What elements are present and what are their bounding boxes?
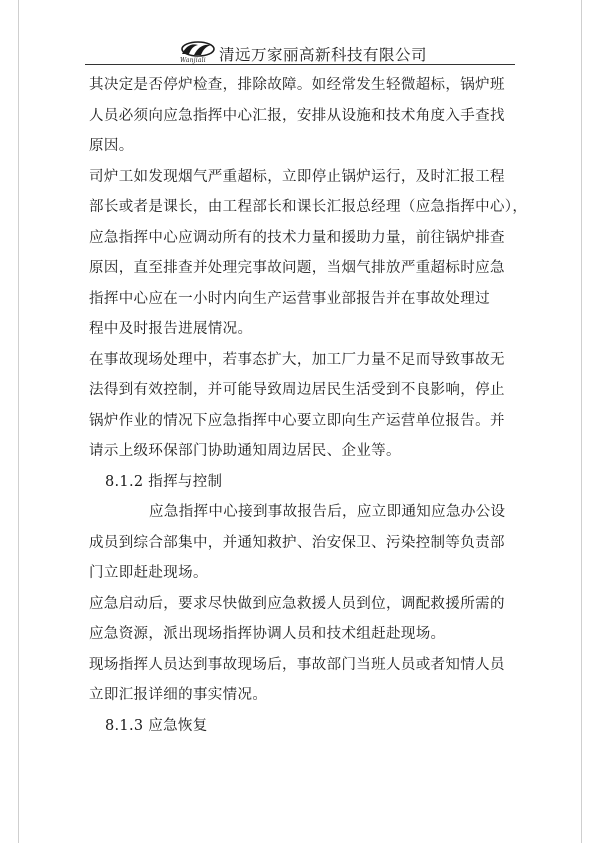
text-line: 人员必须向应急指挥中心汇报，安排从设施和技术角度入手查找 (89, 107, 505, 124)
text-line: 其决定是否停炉检查，排除故障。如经常发生轻微超标，锅炉班 (89, 77, 505, 93)
paragraph (89, 589, 529, 650)
text-line: 在事故现场处理中，若事态扩大，加工厂力量不足而导致事故无 (89, 351, 505, 368)
text-line: 程中及时报告进展情况。 (89, 321, 253, 337)
text-line: 门立即赶赴现场。 (89, 565, 208, 581)
text-line: 法得到有效控制，并可能导致周边居民生活受到不良影响，停止 (89, 382, 505, 398)
text-line: 应急指挥中心应调动所有的技术力量和援助力量，前往锅炉排查 (89, 229, 505, 246)
paragraph (89, 497, 529, 589)
text-line: 立即汇报详细的事实情况。 (89, 687, 268, 703)
paragraph (89, 650, 529, 711)
document-body (89, 70, 529, 741)
paragraph (89, 345, 529, 467)
section-heading-8-1-3: 8.1.3 应急恢复 (105, 717, 208, 734)
text-line: 司炉工如发现烟气严重超标，立即停止锅炉运行，及时汇报工程 (89, 168, 505, 185)
text-line: 应急启动后，要求尽快做到应急救援人员到位，调配救援所需的 (89, 595, 505, 612)
logo-text: Wanjiali (180, 57, 206, 64)
text-line: 指挥中心应在一小时内向生产运营事业部报告并在事故处理过 (89, 290, 490, 307)
text-line: 成员到综合部集中，并通知救护、治安保卫、污染控制等负责部 (89, 534, 505, 551)
text-line: 应急指挥中心接到事故报告后，应立即通知应急办公设 (149, 504, 506, 520)
text-line: 请示上级环保部门协助通知周边居民、企业等。 (89, 443, 401, 459)
text-line: 原因，直至排查并处理完事故问题，当烟气排放严重超标时应急 (89, 260, 505, 276)
company-logo (180, 40, 216, 64)
company-name: 清远万家丽高新科技有限公司 (219, 46, 428, 64)
paragraph (89, 162, 529, 345)
section-heading-8-1-2: 8.1.2 指挥与控制 (105, 473, 223, 490)
paragraph (89, 70, 529, 162)
text-line: 现场指挥人员达到事故现场后，事故部门当班人员或者知情人员 (89, 656, 505, 673)
text-line: 锅炉作业的情况下应急指挥中心要立即向生产运营单位报告。并 (89, 412, 505, 429)
text-line: 原因。 (89, 138, 134, 154)
header-divider (85, 64, 515, 65)
logo-mark-icon (180, 40, 216, 58)
page-header (180, 38, 427, 64)
text-line: 部长或者是课长，由工程部长和课长汇报总经理（应急指挥中心）， (89, 199, 528, 215)
text-line: 应急资源，派出现场指挥协调人员和技术组赶赴现场。 (89, 626, 446, 642)
